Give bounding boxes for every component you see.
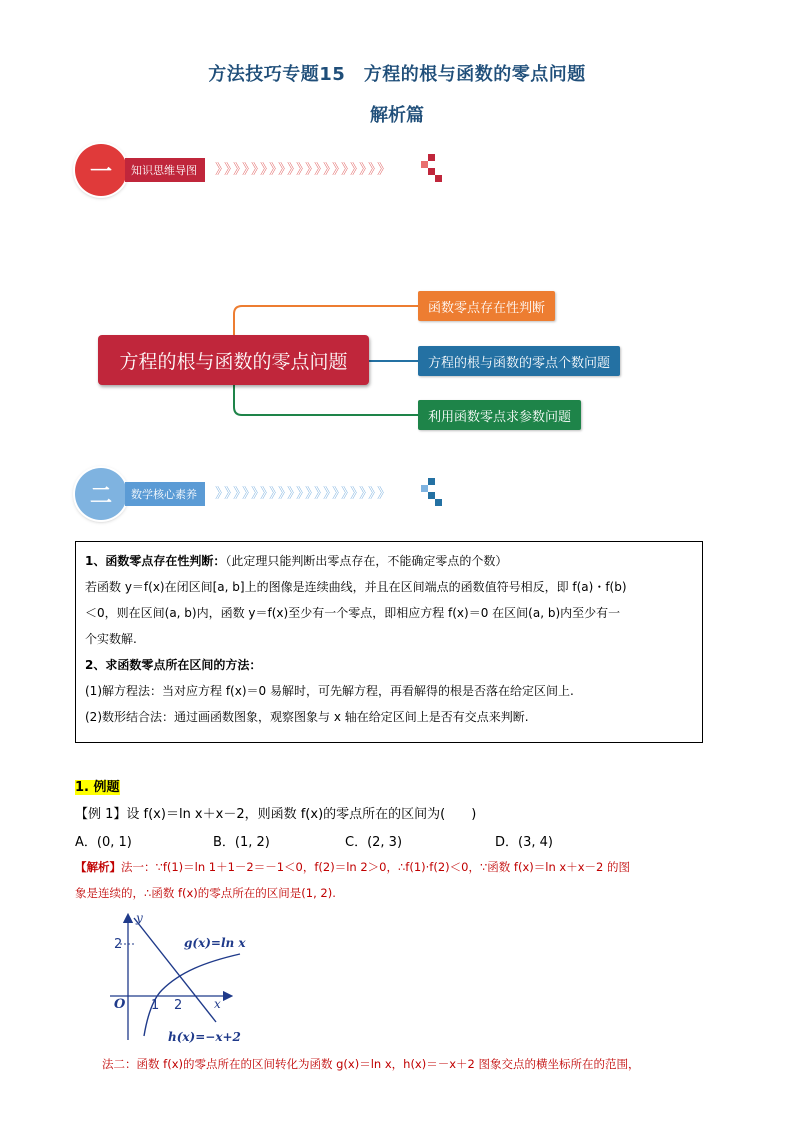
core-heading-1-note: （此定理只能判断出零点存在，不能确定零点的个数） — [225, 554, 508, 568]
mindmap-branch-existence: 函数零点存在性判断 — [418, 291, 555, 321]
section-number-badge: 二 — [75, 468, 127, 520]
chevron-arrows-icon: 》》》》》》》》》》》》》》》》》》》 — [215, 162, 393, 178]
core-knowledge-box — [75, 541, 703, 743]
x-tick-2: 2 — [174, 998, 183, 1013]
function-graph — [100, 908, 270, 1053]
core-text-line: ＜0，则在区间(a, b)内，函数 y＝f(x)至少有一个零点，即相应方程 f(x)＝0 在区间(a, b)内至少有一 — [85, 606, 621, 620]
section-label: 数学核心素养 — [125, 482, 205, 506]
solution-line-2: 象是连续的，∴函数 f(x)的零点所在的区间是(1, 2). — [75, 886, 336, 900]
core-text-line: 个实数解. — [85, 632, 137, 646]
x-tick-1: 1 — [151, 998, 160, 1013]
option-a: A．(0, 1) — [75, 835, 132, 850]
example-heading: 1. 例题 — [75, 780, 120, 795]
decor-blocks-icon — [421, 478, 443, 506]
section-number-badge: 一 — [75, 144, 127, 196]
origin-label: O — [114, 997, 126, 1012]
core-method-2: (2)数形结合法：通过画函数图象，观察图象与 x 轴在给定区间上是否有交点来判断. — [85, 710, 529, 724]
h-curve-label: h(x)=−x+2 — [168, 1030, 241, 1044]
option-c: C．(2, 3) — [345, 835, 403, 850]
g-log-curve — [144, 954, 240, 1036]
solution-line-3: 法二：函数 f(x)的零点所在的区间转化为函数 g(x)＝ln x，h(x)＝－x＋2 图象交点的横坐标所在的范围， — [102, 1057, 640, 1071]
y-axis-label: y — [136, 911, 143, 925]
x-axis-label: x — [214, 997, 221, 1011]
section-header-2 — [75, 468, 455, 522]
mindmap-center-node: 方程的根与函数的零点问题 — [98, 335, 369, 385]
y-tick-2: 2 — [114, 937, 123, 952]
example-stem: 【例 1】设 f(x)＝ln x＋x－2，则函数 f(x)的零点所在的区间为( ) — [75, 807, 477, 822]
g-curve-label: g(x)=ln x — [184, 936, 246, 950]
core-heading-1: 1、函数零点存在性判断： — [85, 554, 226, 568]
page-title: 方法技巧专题15 方程的根与函数的零点问题 — [208, 64, 586, 85]
core-heading-2: 2、求函数零点所在区间的方法： — [85, 658, 262, 672]
solution-line-1: 【解析】法一：∵f(1)＝ln 1＋1－2＝－1＜0，f(2)＝ln 2＞0，∴f(1)·f(2)＜0，∵函数 f(x)＝ln x＋x－2 的图 — [75, 860, 630, 874]
mindmap-branch-count: 方程的根与函数的零点个数问题 — [418, 346, 620, 376]
page-subtitle: 解析篇 — [370, 105, 424, 126]
option-d: D．(3, 4) — [495, 835, 553, 850]
option-b: B．(1, 2) — [213, 835, 270, 850]
chevron-arrows-icon: 》》》》》》》》》》》》》》》》》》》 — [215, 486, 393, 502]
core-text-line: 若函数 y＝f(x)在闭区间[a, b]上的图像是连续曲线，并且在区间端点的函数值符号相反，即 f(a)・f(b) — [85, 580, 627, 594]
mindmap-branch-parameter: 利用函数零点求参数问题 — [418, 400, 581, 430]
section-label: 知识思维导图 — [125, 158, 205, 182]
core-method-1: (1)解方程法：当对应方程 f(x)＝0 易解时，可先解方程，再看解得的根是否落在给定区间上. — [85, 684, 574, 698]
